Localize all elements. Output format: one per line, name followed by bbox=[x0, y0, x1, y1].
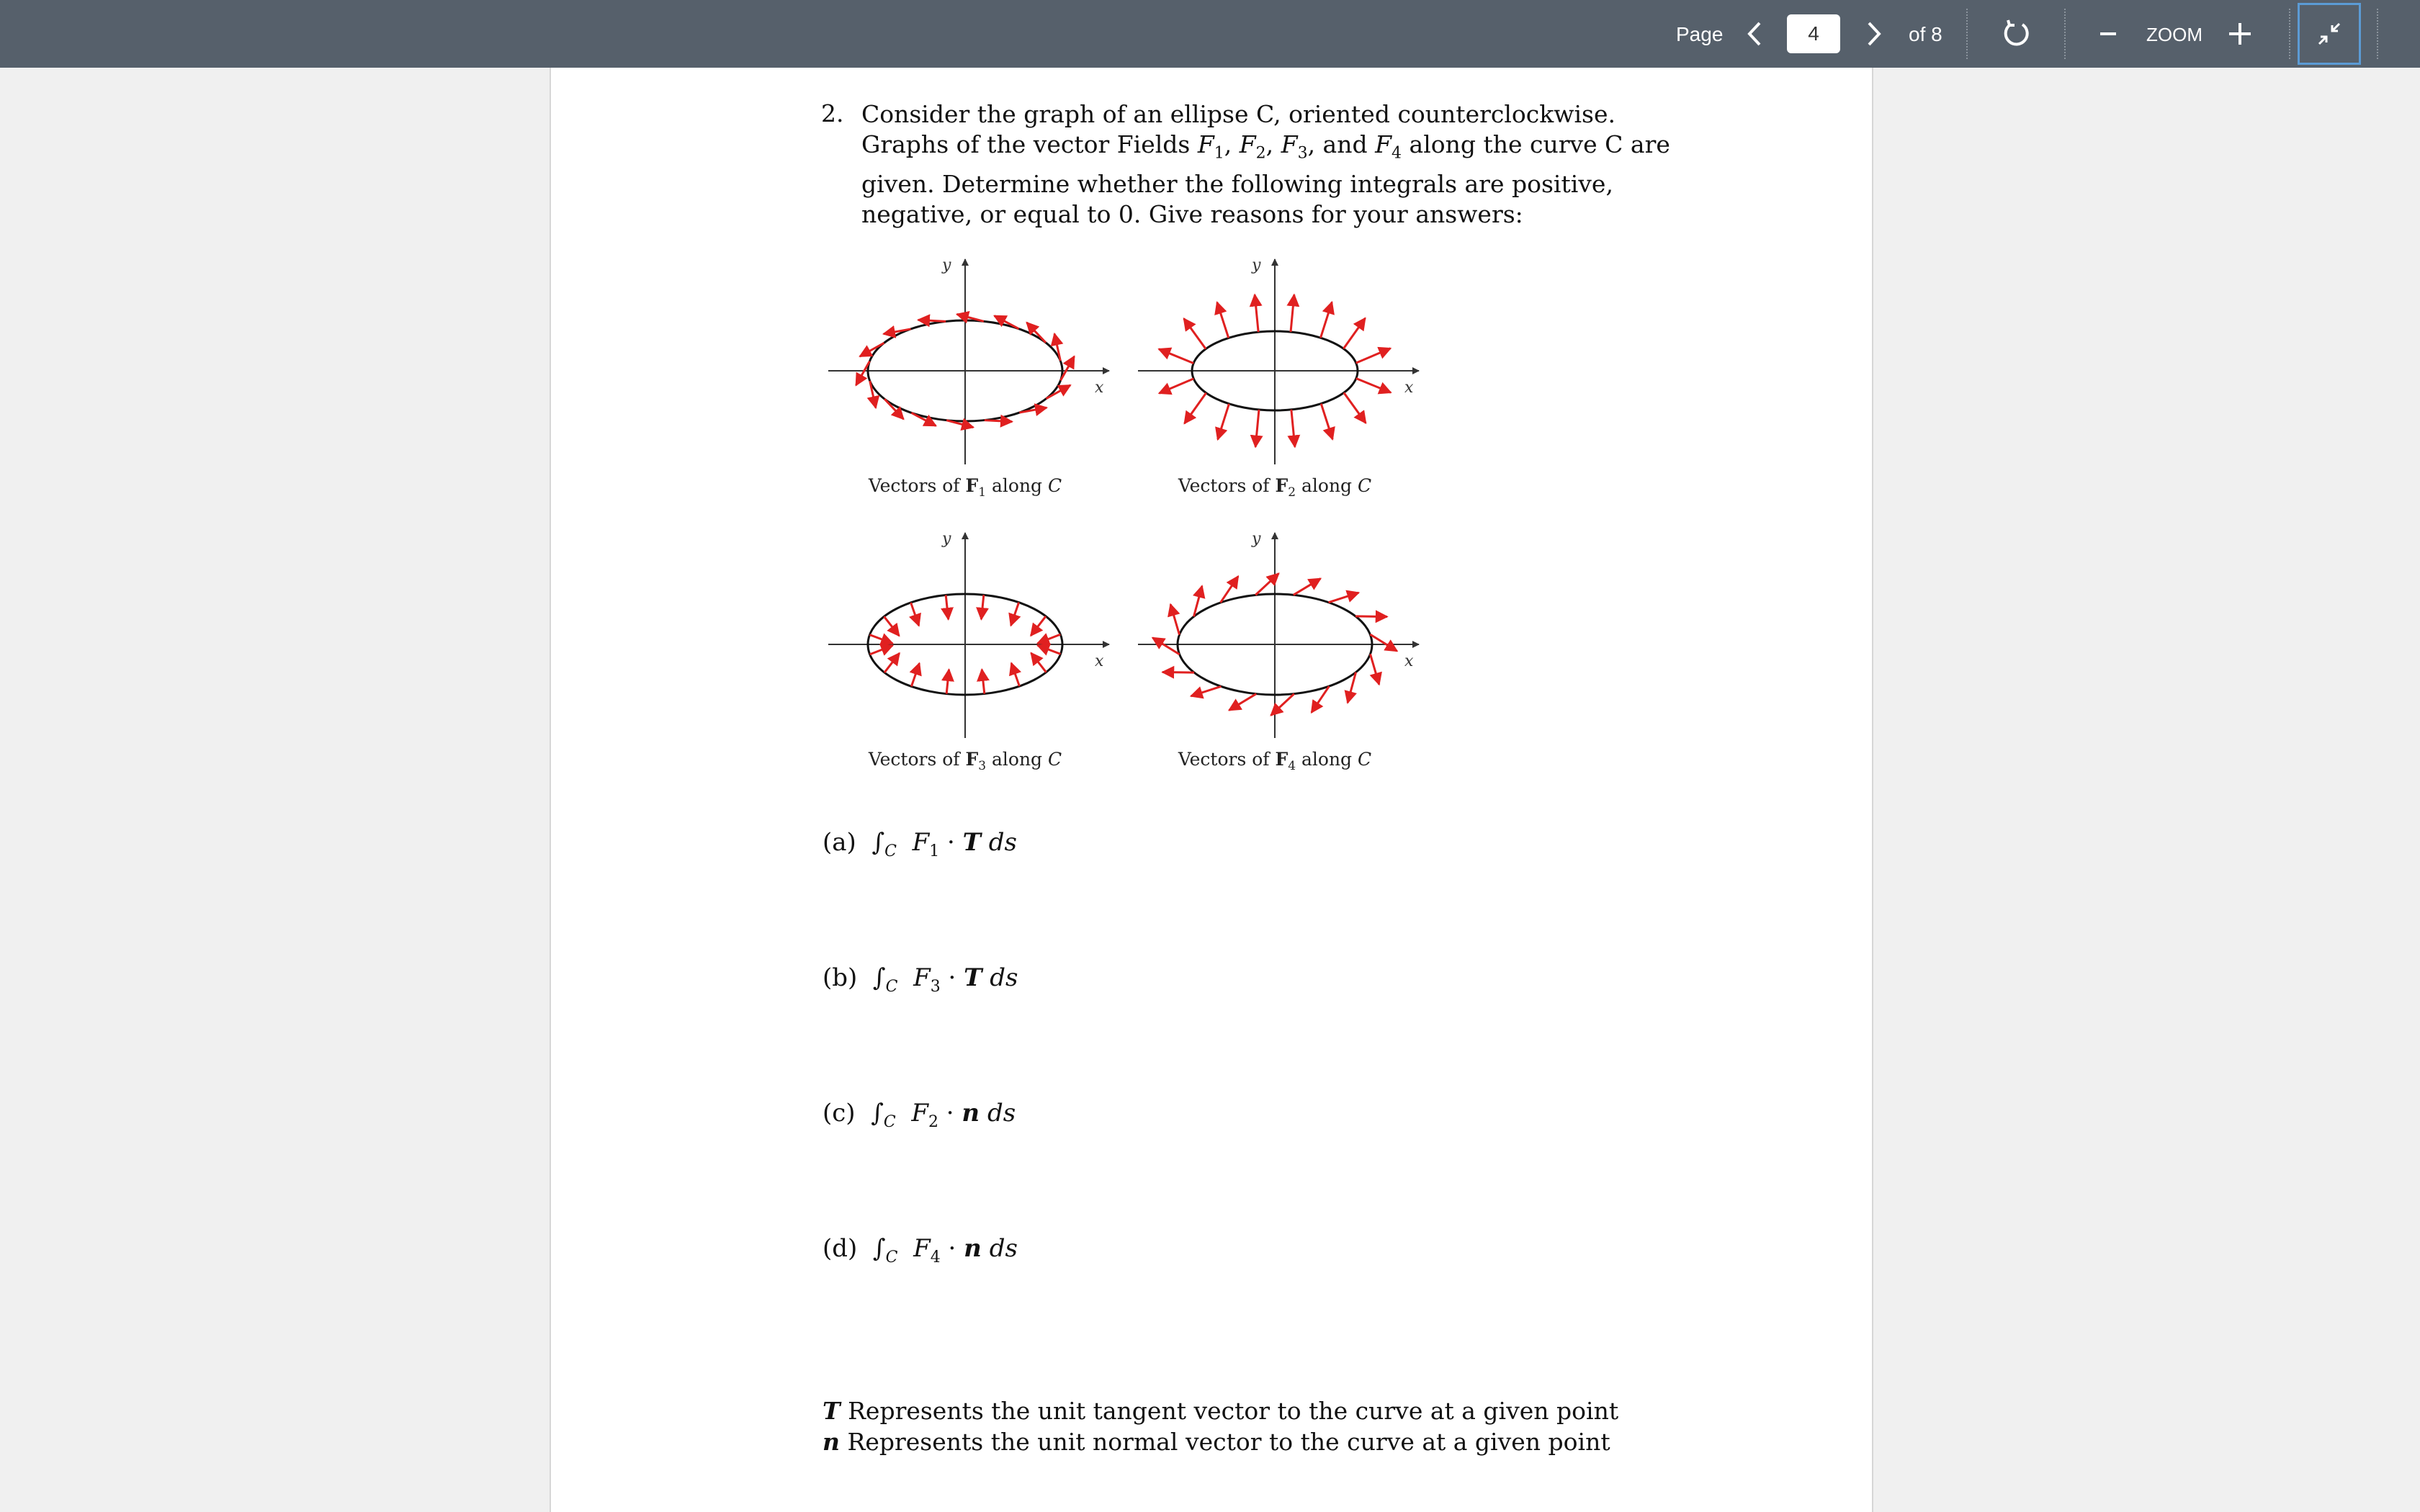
field-f4-sub: 4 bbox=[1392, 144, 1402, 163]
plus-icon bbox=[2227, 21, 2253, 47]
part-label: (a) bbox=[823, 828, 856, 857]
field-vector-arrow bbox=[1370, 634, 1397, 651]
unit-vector-symbol: T bbox=[962, 828, 981, 857]
integral-sign: ∫ bbox=[871, 828, 885, 857]
note-normal bbox=[823, 1426, 1618, 1457]
panel-caption: Vectors of $F_3$ along C bbox=[868, 749, 1062, 773]
integral-subscript: C bbox=[885, 1248, 898, 1266]
field-vector-arrow bbox=[1329, 593, 1359, 603]
field-vector-arrow bbox=[1356, 348, 1391, 363]
chevron-left-icon bbox=[1746, 20, 1763, 48]
integral-subscript: C bbox=[884, 842, 897, 860]
question-text: Consider the graph of an ellipse C, oriented counterclockwise. Graphs of the vector Fields $F_1$, $F_2$, $F_3$, and $F_4$ along the curve C are given. Determine whether the following integrals are positive, negative, or equal to 0. Give reasons for your answers: bbox=[861, 100, 1670, 228]
field-f3-sub: 3 bbox=[1297, 144, 1308, 163]
y-axis-label: y bbox=[1252, 256, 1261, 274]
note-symbol-t: T bbox=[823, 1397, 841, 1425]
field-vector-arrow bbox=[1031, 616, 1046, 636]
field-vector-arrow bbox=[1291, 410, 1295, 447]
zoom-out-button[interactable] bbox=[2088, 13, 2128, 55]
field-vector-arrow bbox=[1291, 294, 1294, 332]
viewer-toolbar bbox=[0, 0, 2420, 68]
field-vector-arrow bbox=[1255, 294, 1258, 332]
integral-sign: ∫ bbox=[872, 1234, 886, 1263]
minus-icon bbox=[2098, 24, 2118, 44]
question-part bbox=[823, 828, 1017, 860]
field-vector-arrow bbox=[1217, 302, 1229, 338]
dot-operator: · bbox=[948, 1234, 956, 1263]
field-symbol: F bbox=[913, 963, 931, 992]
y-axis-label: y bbox=[942, 530, 951, 548]
note-text: Represents the unit tangent vector to the curve at a given point bbox=[848, 1397, 1619, 1425]
vector-field-panel bbox=[828, 530, 1109, 773]
dot-operator: · bbox=[947, 828, 955, 857]
field-vector-arrow bbox=[1011, 603, 1019, 626]
field-vector-arrow bbox=[870, 646, 893, 654]
field-vector-arrow bbox=[1294, 579, 1321, 595]
field-vector-arrow bbox=[1355, 616, 1387, 617]
previous-page-button[interactable] bbox=[1734, 13, 1775, 55]
field-symbol: F bbox=[912, 828, 930, 857]
field-vector-arrow bbox=[1356, 379, 1391, 393]
field-subscript: 3 bbox=[930, 978, 941, 996]
field-vector-arrow bbox=[1159, 349, 1193, 364]
field-vector-arrow bbox=[911, 663, 919, 686]
field-vector-arrow bbox=[1321, 404, 1332, 439]
integral-subscript: C bbox=[885, 978, 898, 996]
field-vector-arrow bbox=[1038, 634, 1061, 643]
field-vector-arrow bbox=[1170, 604, 1179, 634]
question-number: 2. bbox=[821, 99, 844, 127]
integral-subscript: C bbox=[883, 1113, 896, 1131]
part-label: (d) bbox=[823, 1234, 858, 1263]
ds-symbol: ds bbox=[988, 828, 1017, 857]
field-vector-arrow bbox=[946, 670, 949, 694]
ds-symbol: ds bbox=[990, 963, 1018, 992]
vector-field-panel bbox=[1138, 256, 1419, 500]
question-part bbox=[823, 1099, 1016, 1131]
field-vector-arrow bbox=[1011, 663, 1019, 686]
field-f1: F bbox=[1197, 130, 1214, 158]
page-count: of 8 bbox=[1909, 23, 1942, 45]
field-vector-arrow bbox=[1184, 318, 1206, 348]
field-vector-arrow bbox=[1191, 686, 1222, 696]
question-intro: Consider the graph of an ellipse C, oriented counterclockwise. Graphs of the vector Fields bbox=[861, 100, 1616, 158]
question-part bbox=[823, 1234, 1018, 1266]
field-vector-arrow bbox=[1218, 404, 1229, 440]
vector-field-figure bbox=[821, 248, 1433, 778]
dot-operator: · bbox=[946, 1099, 954, 1128]
panel-caption: Vectors of $F_1$ along C bbox=[868, 475, 1062, 500]
toolbar-divider bbox=[2064, 9, 2066, 59]
unit-vector-symbol: T bbox=[964, 963, 982, 992]
x-axis-label: x bbox=[1095, 652, 1104, 670]
field-vector-arrow bbox=[981, 595, 983, 619]
chevron-right-icon bbox=[1865, 20, 1883, 48]
x-axis-label: x bbox=[1404, 379, 1414, 397]
unit-vector-symbol: n bbox=[962, 1099, 980, 1128]
field-vector-arrow bbox=[1038, 645, 1061, 654]
x-axis-label: x bbox=[1404, 652, 1414, 670]
vector-field-panel bbox=[828, 256, 1109, 500]
field-vector-arrow bbox=[918, 320, 946, 321]
field-symbol: F bbox=[913, 1234, 931, 1263]
question-instructions: along the curve C are given. Determine whether the following integrals are positive, negative, or equal to 0. Give reasons for your answers: bbox=[861, 130, 1670, 228]
field-f4: F bbox=[1375, 130, 1392, 158]
next-page-button[interactable] bbox=[1854, 13, 1894, 55]
field-vector-arrow bbox=[869, 635, 892, 644]
zoom-in-button[interactable] bbox=[2220, 13, 2260, 55]
field-subscript: 4 bbox=[930, 1248, 941, 1266]
y-axis-label: y bbox=[942, 256, 951, 274]
field-vector-arrow bbox=[1159, 379, 1193, 393]
field-f2: F bbox=[1239, 130, 1256, 158]
x-axis-label: x bbox=[1095, 379, 1104, 397]
unit-vector-symbol: n bbox=[964, 1234, 982, 1263]
field-vector-arrow bbox=[1185, 393, 1206, 423]
toolbar-divider bbox=[1966, 9, 1968, 59]
exit-fullscreen-icon bbox=[2315, 19, 2344, 48]
field-vector-arrow bbox=[1152, 638, 1179, 654]
notes bbox=[823, 1395, 1618, 1457]
question-part bbox=[823, 963, 1018, 996]
rotate-button[interactable] bbox=[1996, 13, 2037, 55]
ds-symbol: ds bbox=[987, 1099, 1016, 1128]
field-vector-arrow bbox=[1343, 318, 1365, 348]
field-f1-sub: 1 bbox=[1214, 144, 1224, 163]
field-vector-arrow bbox=[884, 653, 900, 672]
field-vector-arrow bbox=[1255, 410, 1259, 447]
field-vector-arrow bbox=[1321, 302, 1332, 338]
y-axis-label: y bbox=[1252, 530, 1261, 548]
and-word: , and bbox=[1307, 130, 1368, 158]
field-subscript: 1 bbox=[929, 842, 940, 860]
field-vector-arrow bbox=[1229, 694, 1256, 711]
zoom-label: ZOOM bbox=[2146, 24, 2202, 45]
toolbar-divider bbox=[2289, 9, 2290, 59]
field-symbol: F bbox=[911, 1099, 928, 1128]
integral-sign: ∫ bbox=[871, 1099, 884, 1128]
field-vector-arrow bbox=[985, 420, 1012, 422]
field-vector-arrow bbox=[911, 603, 919, 626]
field-subscript: 2 bbox=[928, 1113, 938, 1131]
note-symbol-n: n bbox=[823, 1428, 840, 1456]
part-label: (c) bbox=[823, 1099, 856, 1128]
panel-caption: Vectors of $F_2$ along C bbox=[1178, 475, 1372, 500]
ds-symbol: ds bbox=[989, 1234, 1018, 1263]
field-vector-arrow bbox=[884, 616, 899, 636]
exit-fullscreen-button[interactable] bbox=[2298, 3, 2361, 65]
field-f2-sub: 2 bbox=[1255, 144, 1266, 163]
page-label: Page bbox=[1676, 23, 1724, 45]
dot-operator: · bbox=[948, 963, 956, 992]
field-f3: F bbox=[1281, 130, 1298, 158]
integral-sign: ∫ bbox=[872, 963, 886, 992]
page-number-input[interactable] bbox=[1787, 14, 1840, 53]
rotate-icon bbox=[2001, 18, 2033, 50]
field-vector-arrow bbox=[1162, 672, 1194, 673]
note-tangent bbox=[823, 1395, 1618, 1426]
field-vector-arrow bbox=[946, 595, 949, 619]
field-vector-arrow bbox=[982, 670, 985, 694]
vector-field-panel bbox=[1138, 530, 1419, 773]
part-label: (b) bbox=[823, 963, 858, 992]
field-vector-arrow bbox=[1031, 653, 1047, 672]
panel-caption: Vectors of $F_4$ along C bbox=[1178, 749, 1372, 773]
toolbar-divider bbox=[2377, 9, 2378, 59]
field-vector-arrow bbox=[1371, 654, 1379, 684]
note-text: Represents the unit normal vector to the curve at a given point bbox=[847, 1428, 1610, 1456]
field-vector-arrow bbox=[1344, 392, 1366, 423]
